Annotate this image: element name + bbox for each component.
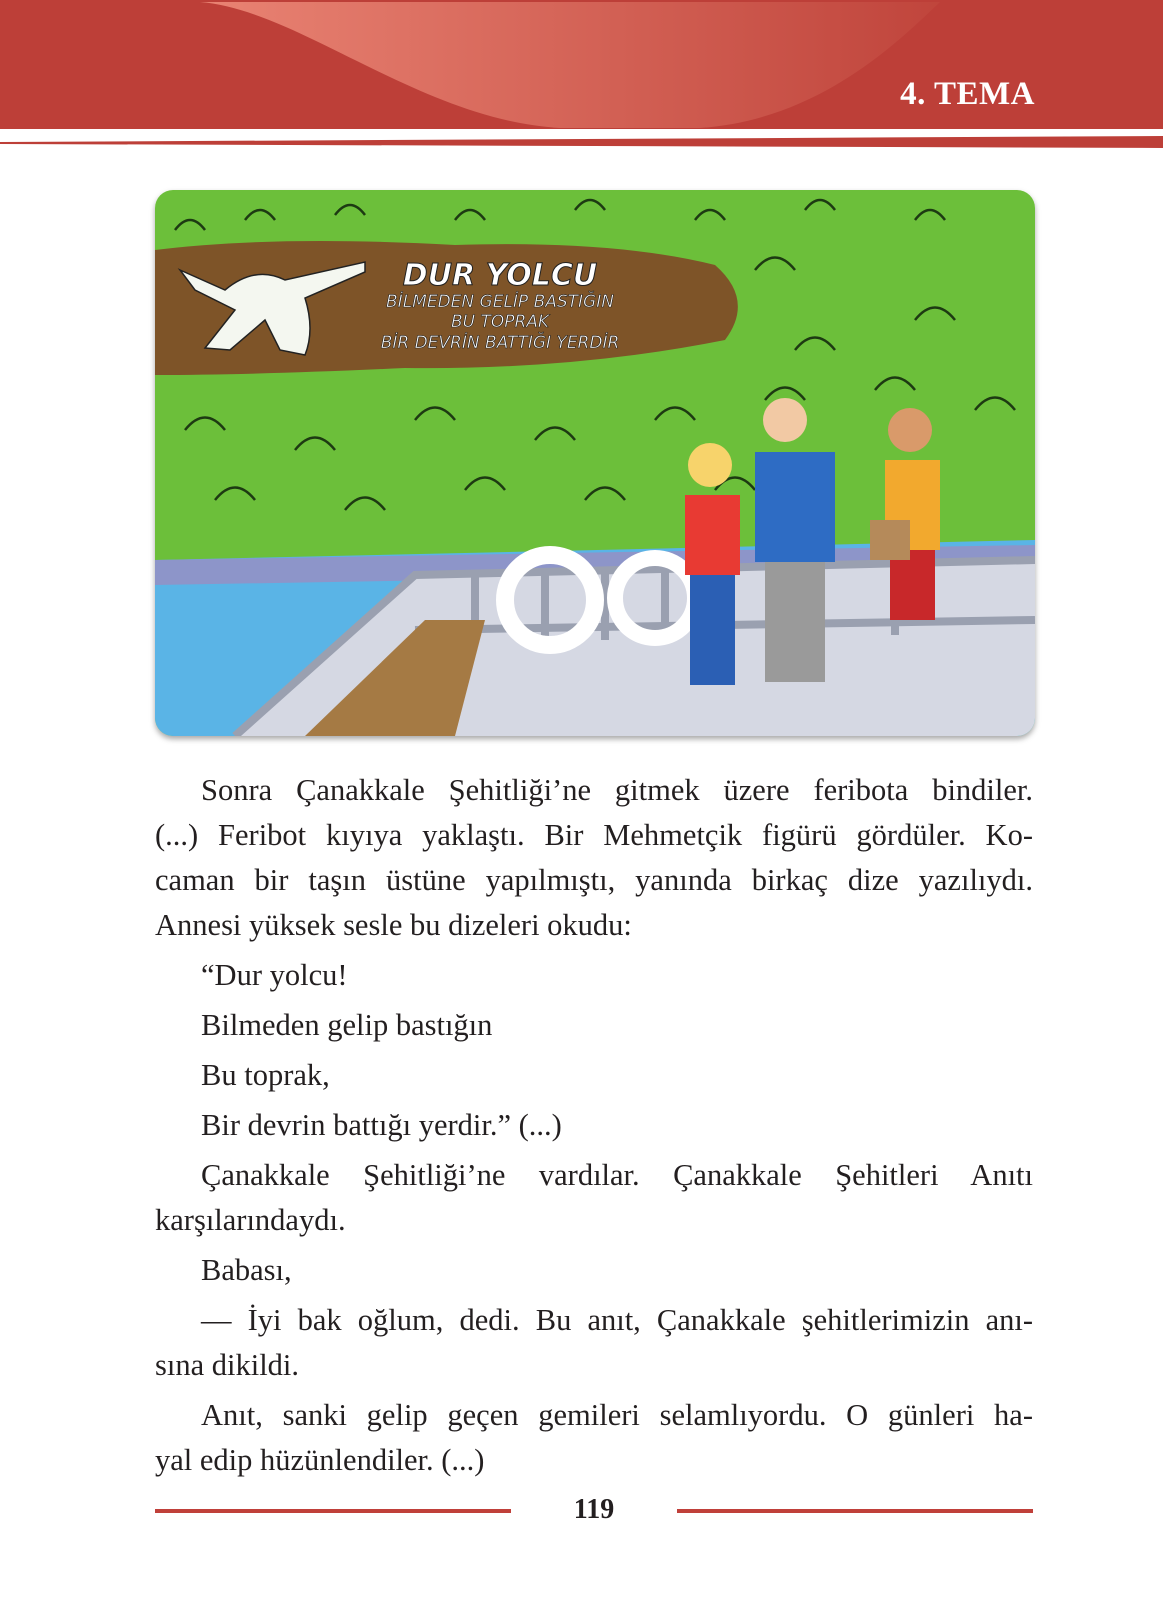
text-line: Çanakkale Şehitliği’ne vardılar. Çanakkale Şehitleri Anıtı (201, 1158, 1033, 1192)
sign-line: BİLMEDEN GELİP BASTIĞIN (386, 292, 614, 312)
header-wave-graphic (0, 0, 1163, 150)
text-line: Bilmeden gelip bastığın (201, 1008, 493, 1042)
text-line: Bu toprak, (201, 1058, 330, 1092)
sign-line: BU TOPRAK (450, 312, 550, 332)
page-number: 119 (573, 1494, 615, 1525)
text-line: — İyi bak oğlum, dedi. Bu anıt, Çanakkale şehitlerimizin anı- (201, 1303, 1033, 1337)
theme-label: 4. TEMA (900, 76, 1035, 112)
text-line: sına dikildi. (155, 1348, 300, 1382)
text-line: (...) Feribot kıyıya yaklaştı. Bir Mehmetçik figürü gördüler. Ko- (155, 818, 1033, 852)
sign-line: BİR DEVRİN BATTIĞI YERDİR (380, 333, 620, 353)
text-line: caman bir taşın üstüne yapılmıştı, yanında birkaç dize yazılıydı. (155, 863, 1033, 897)
chapter-header-banner (0, 0, 1163, 150)
sign-title: DUR YOLCU (402, 258, 598, 293)
text-line: Annesi yüksek sesle bu dizeleri okudu: (155, 908, 632, 942)
text-line: Babası, (201, 1253, 292, 1287)
story-text (155, 768, 1033, 1483)
text-line: Bir devrin battığı yerdir.” (...) (201, 1108, 562, 1142)
text-line: karşılarındaydı. (155, 1203, 346, 1237)
text-line: “Dur yolcu! (201, 958, 348, 992)
story-illustration (155, 190, 1035, 736)
page-footer (155, 1494, 1033, 1534)
text-line: Anıt, sanki gelip geçen gemileri selamlıyordu. O günleri ha- (201, 1398, 1033, 1432)
text-line: Sonra Çanakkale Şehitliği’ne gitmek üzere feribota bindiler. (201, 773, 1033, 807)
text-line: yal edip hüzünlendiler. (...) (155, 1443, 485, 1477)
